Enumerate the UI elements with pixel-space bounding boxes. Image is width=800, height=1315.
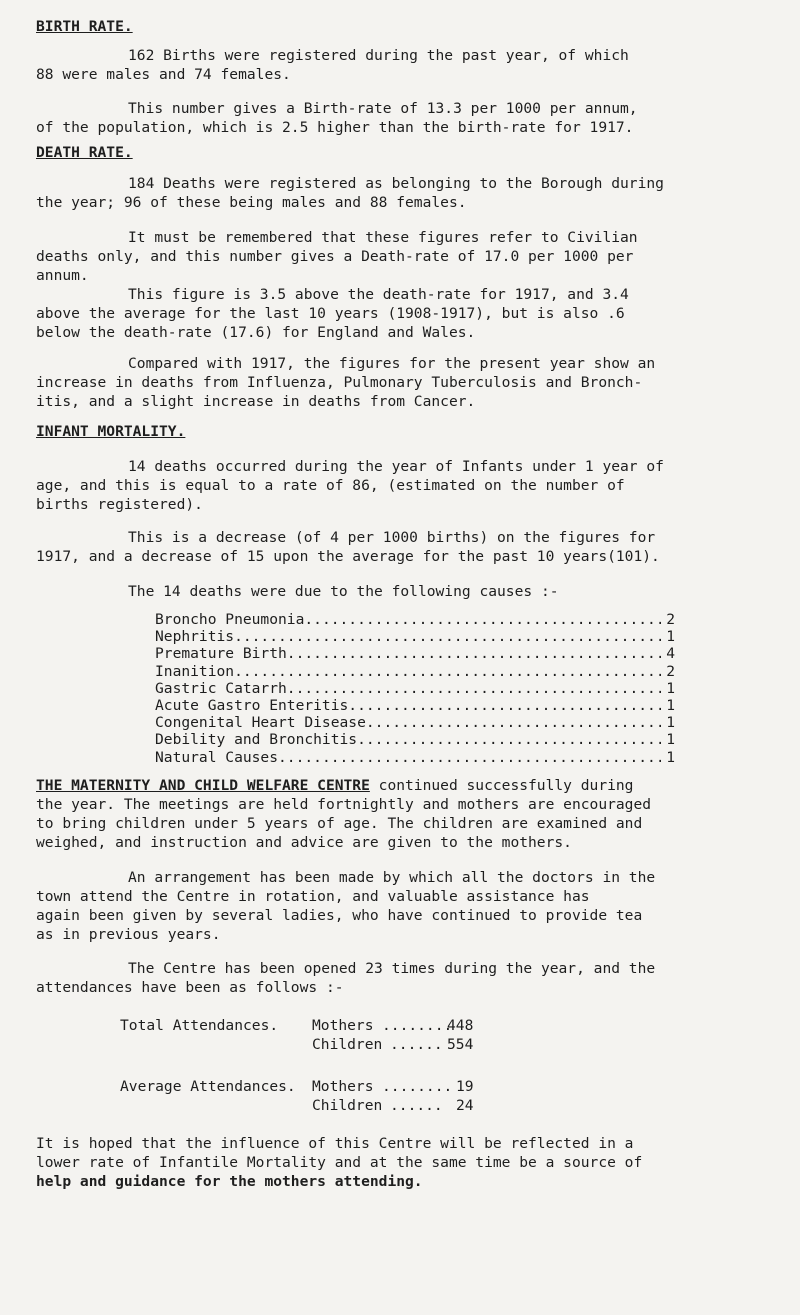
closing-line1: It is hoped that the influence of this Centre will be reflected in a (36, 1135, 634, 1152)
welfare-para2-line4: as in previous years. (36, 926, 221, 943)
infant-para2-line1: This is a decrease (of 4 per 1000 births) on the figures for (128, 529, 656, 546)
average-mothers-value: 19 (456, 1078, 474, 1095)
death-para4-line3: itis, and a slight increase in deaths from Cancer. (36, 393, 476, 410)
welfare-para2-line1: An arrangement has been made by which all the doctors in the (128, 869, 656, 886)
death-para3-line3: below the death-rate (17.6) for England and Wales. (36, 324, 476, 341)
welfare-para1-line4: weighed, and instruction and advice are given to the mothers. (36, 834, 572, 851)
cause-row: Natural Causes ..... 1 (155, 749, 675, 766)
total-mothers-value: 448 (447, 1017, 474, 1034)
average-mothers-label: Mothers (312, 1078, 374, 1095)
death-para3-line2: above the average for the last 10 years (1908-1917), but is also .6 (36, 305, 625, 322)
cause-row: Premature Birth ..... 4 (155, 645, 675, 662)
average-children-value: 24 (456, 1097, 474, 1114)
birth-rate-heading: BIRTH RATE. (36, 18, 133, 35)
birth-para2-line2: of the population, which is 2.5 higher than the birth-rate for 1917. (36, 119, 634, 136)
cause-row: Acute Gastro Enteritis ..... 1 (155, 697, 675, 714)
cause-row: Gastric Catarrh ..... 1 (155, 680, 675, 697)
cause-row: Broncho Pneumonia ..... 2 (155, 611, 675, 628)
cause-row: Inanition ..... 2 (155, 663, 675, 680)
death-para1-line1: 184 Deaths were registered as belonging to the Borough during (128, 175, 664, 192)
welfare-heading: THE MATERNITY AND CHILD WELFARE CENTRE (36, 777, 370, 794)
death-para4-line1: Compared with 1917, the figures for the present year show an (128, 355, 656, 372)
infant-para2-line2: 1917, and a decrease of 15 upon the average for the past 10 years(101). (36, 548, 660, 565)
death-rate-heading: DEATH RATE. (36, 144, 133, 161)
death-para2-line1: It must be remembered that these figures refer to Civilian (128, 229, 638, 246)
welfare-para1-line2: the year. The meetings are held fortnightly and mothers are encouraged (36, 796, 652, 813)
infant-para1-line1: 14 deaths occurred during the year of Infants under 1 year of (128, 458, 664, 475)
causes-intro: The 14 deaths were due to the following causes :- (128, 583, 559, 600)
closing-line2: lower rate of Infantile Mortality and at the same time be a source of (36, 1154, 643, 1171)
total-children-value: 554 (447, 1036, 474, 1053)
welfare-para1-line1: THE MATERNITY AND CHILD WELFARE CENTRE continued successfully during (36, 777, 634, 794)
closing-line3: help and guidance for the mothers attending. (36, 1173, 423, 1190)
document-page: BIRTH RATE. 162 Births were registered during the past year, of which 88 were males and 74 females. This number gives a Birth-rate of 13.3 per 1000 per annum, of the population, which is 2.5 higher than the birth-rate for 1917. DEATH RATE. 184 Deaths were registered as belonging to the Borough during the year; 96 of these being males and 88 females. It must be remembered that these figures refer to Civilian deaths only, and this number gives a Death-rate of 17.0 per 1000 per annum. This figure is 3.5 above the death-rate for 1917, and 3.4 above the average for the last 10 years (1908-1917), but is also .6 below the death-rate (17.6) for England and Wales. Compared with 1917, the figures for the present year show an increase in deaths from Influenza, Pulmonary Tuberculosis and Bronch- itis, and a slight increase in deaths from Cancer. INFANT MORTALITY. 14 deaths occurred during the year of Infants under 1 year of age, and this is equal to a rate of 86, (estimated on the number of births registered). This is a decrease (of 4 per 1000 births) on the figures for 1917, and a decrease of 15 upon the average for the past 10 years(101). The 14 deaths were due to the following causes :- Broncho Pneumonia ..... 2 Nephritis ..... 1 Premature Birth ..... 4 Inanition ..... 2 Gastric Catarrh ..... 1 Acute Gastro Enteritis ..... 1 Congenital Heart Disease ..... 1 Debility and Bronchitis ..... 1 Natural Causes ..... 1 THE MATERNITY AND CHILD WELFARE CENTRE continued successfully during the year. The meetings are held fortnightly and mothers are encouraged to bring children under 5 years of age. The children are examined and weighed, and instruction and advice are given to the mothers. An arrangement has been made by which all the doctors in the town attend the Centre in rotation, and valuable assistance has again been given by several ladies, who have continued to provide tea as in previous years. The Centre has been opened 23 times during the year, and the attendances have been as follows :- Total Attendances. Mothers ........ 448 Children ...... 554 Average Attendances. Mothers ........ 19 Children ...... 24 It is hoped that the influence of this Centre will be reflected in a lower rate of Infantile Mortality and at the same time be a source of help and guidance for the mothers attending. (0, 0, 800, 1315)
welfare-para2-line2: town attend the Centre in rotation, and valuable assistance has (36, 888, 590, 905)
death-para1-line2: the year; 96 of these being males and 88 females. (36, 194, 467, 211)
birth-para2-line1: This number gives a Birth-rate of 13.3 per 1000 per annum, (128, 100, 638, 117)
cause-row: Nephritis ..... 1 (155, 628, 675, 645)
infant-mortality-heading: INFANT MORTALITY. (36, 423, 186, 440)
average-children-label: Children (312, 1097, 383, 1114)
welfare-para3-line1: The Centre has been opened 23 times during the year, and the (128, 960, 656, 977)
average-attendances-label: Average Attendances. (120, 1078, 296, 1095)
total-attendances-label: Total Attendances. (120, 1017, 279, 1034)
welfare-para2-line3: again been given by several ladies, who have continued to provide tea (36, 907, 643, 924)
infant-para1-line2: age, and this is equal to a rate of 86, (estimated on the number of (36, 477, 625, 494)
death-para2-line2: deaths only, and this number gives a Death-rate of 17.0 per 1000 per (36, 248, 634, 265)
death-para4-line2: increase in deaths from Influenza, Pulmonary Tuberculosis and Bronch- (36, 374, 643, 391)
birth-para1-line1: 162 Births were registered during the past year, of which (128, 47, 629, 64)
death-para3-line1: This figure is 3.5 above the death-rate for 1917, and 3.4 (128, 286, 629, 303)
infant-para1-line3: births registered). (36, 496, 203, 513)
cause-row: Congenital Heart Disease ..... 1 (155, 714, 675, 731)
welfare-para1-line3: to bring children under 5 years of age. The children are examined and (36, 815, 643, 832)
death-para2-line3: annum. (36, 267, 89, 284)
welfare-para3-line2: attendances have been as follows :- (36, 979, 344, 996)
cause-row: Debility and Bronchitis ..... 1 (155, 731, 675, 748)
birth-para1-line2: 88 were males and 74 females. (36, 66, 291, 83)
total-mothers-label: Mothers (312, 1017, 374, 1034)
total-children-label: Children (312, 1036, 383, 1053)
causes-list (155, 611, 675, 766)
